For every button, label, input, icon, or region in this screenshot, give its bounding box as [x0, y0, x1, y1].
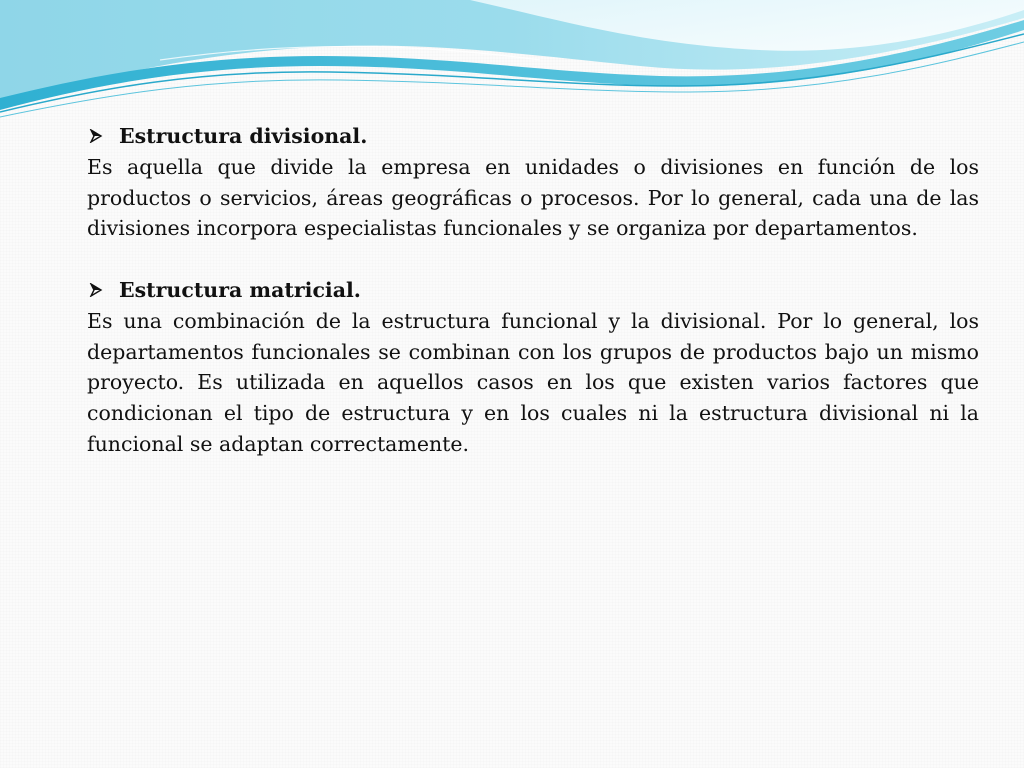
section-heading-row — [87, 121, 979, 152]
arrow-bullet-icon — [87, 275, 105, 305]
header-wave-decoration — [0, 0, 1024, 130]
slide-content — [87, 121, 979, 460]
arrow-bullet-icon — [87, 121, 105, 151]
section-heading: Estructura divisional. — [119, 124, 368, 148]
section-body: Es aquella que divide la empresa en unidades o divisiones en función de los productos o servicios, áreas geográficas o procesos. Por lo general, cada una de las divisiones incorpora especialistas funcionales y se organiza por departamentos. — [87, 154, 979, 241]
section-matricial — [87, 275, 979, 460]
section-body: Es una combinación de la estructura funcional y la divisional. Por lo general, los departamentos funcionales se combinan con los grupos de productos bajo un mismo proyecto. Es utilizada en aquellos casos en los que existen varios factores que condicionan el tipo de estructura y en los cuales ni la estructura divisional ni la funcional se adaptan correctamente. — [87, 308, 979, 456]
section-heading: Estructura matricial. — [119, 277, 361, 302]
section-heading-row — [87, 275, 979, 306]
section-divisional — [87, 121, 979, 244]
